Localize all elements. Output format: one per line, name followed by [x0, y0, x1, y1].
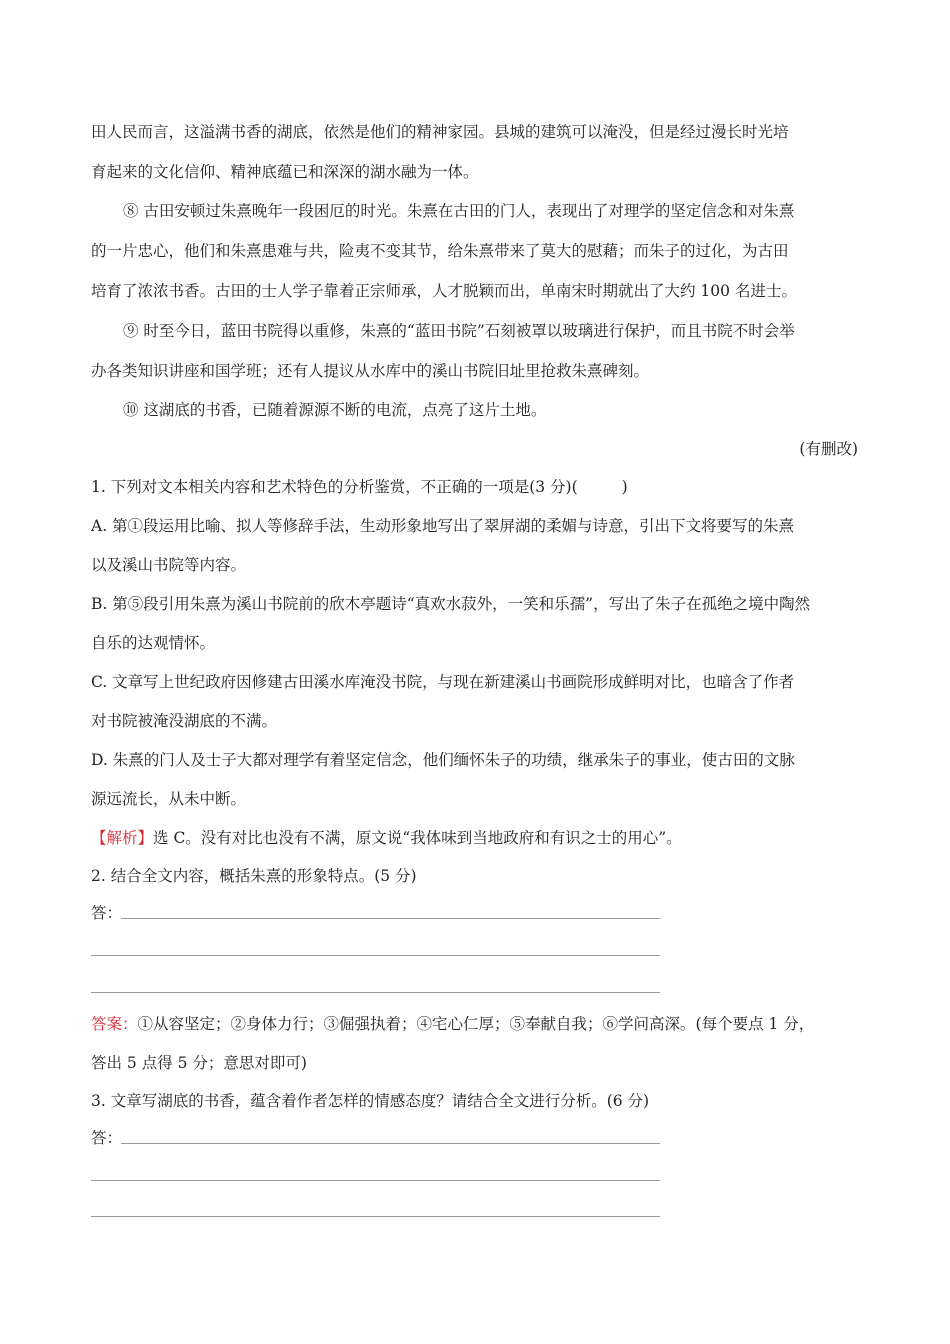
passage-paragraph-10: ⑩ 这湖底的书香，已随着源源不断的电流，点亮了这片土地。 [123, 401, 547, 419]
question-1-text: 1. 下列对文本相关内容和艺术特色的分析鉴赏，不正确的一项是(3 分)( [91, 478, 578, 496]
passage-paragraph-9: ⑨ 时至今日，蓝田书院得以重修，朱熹的“蓝田书院”石刻被罩以玻璃进行保护，而且书院不时会举 [123, 322, 795, 340]
question-2-answer-key [91, 1014, 814, 1034]
answer-line [121, 918, 660, 919]
passage-line: 育起来的文化信仰、精神底蕴已和深深的湖水融为一体。 [91, 163, 479, 181]
question-1-analysis [91, 828, 682, 848]
answer-line [91, 1180, 660, 1181]
analysis-text: 选 C。没有对比也没有不满，原文说“我体味到当地政府和有识之士的用心”。 [153, 829, 682, 847]
passage-paragraph-8: ⑧ 古田安顿过朱熹晚年一段困厄的时光。朱熹在古田的门人，表现出了对理学的坚定信念和对朱熹 [123, 202, 795, 220]
passage-line: 办各类知识讲座和国学班；还有人提议从水库中的溪山书院旧址里抢救朱熹碑刻。 [91, 362, 650, 380]
option-b-cont: 自乐的达观情怀。 [91, 634, 216, 652]
option-d-cont: 源远流长，从未中断。 [91, 790, 247, 808]
answer-key-text: ①从容坚定；②身体力行；③倔强执着；④宅心仁厚；⑤奉献自我；⑥学问高深。(每个要点 1 分， [137, 1015, 815, 1033]
answer-line [91, 1216, 660, 1217]
passage-line: 的一片忠心，他们和朱熹患难与共，险夷不变其节，给朱熹带来了莫大的慰藉；而朱子的过化，为古田 [91, 242, 789, 260]
passage-line: 田人民而言，这溢满书香的湖底，依然是他们的精神家园。县城的建筑可以淹没，但是经过漫长时光培 [91, 123, 789, 141]
analysis-tag: 【解析】 [91, 829, 154, 847]
passage-line: 培育了浓浓书香。古田的士人学子靠着正宗师承，人才脱颖而出，单南宋时期就出了大约 100 名进士。 [91, 282, 797, 300]
option-c: C. 文章写上世纪政府因修建古田溪水库淹没书院，与现在新建溪山书画院形成鲜明对比，也暗含了作者 [91, 673, 795, 691]
question-2-stem: 2. 结合全文内容，概括朱熹的形象特点。(5 分) [91, 867, 417, 885]
answer-line [91, 992, 660, 993]
question-1-paren-close: ) [621, 478, 628, 496]
answer-label: 答： [91, 1129, 123, 1147]
question-1-stem [91, 477, 628, 497]
option-a: A. 第①段运用比喻、拟人等修辞手法，生动形象地写出了翠屏湖的柔媚与诗意，引出下文将要写的朱熹 [91, 517, 795, 535]
answer-label: 答： [91, 904, 123, 922]
answer-key-cont: 答出 5 点得 5 分；意思对即可) [91, 1054, 307, 1072]
answer-line [121, 1143, 660, 1144]
option-d: D. 朱熹的门人及士子大都对理学有着坚定信念，他们缅怀朱子的功绩，继承朱子的事业，使古田的文脉 [91, 751, 795, 769]
answer-key-tag: 答案： [91, 1015, 138, 1033]
question-3-stem: 3. 文章写湖底的书香，蕴含着作者怎样的情感态度？请结合全文进行分析。(6 分) [91, 1092, 650, 1110]
answer-line [91, 955, 660, 956]
option-c-cont: 对书院被淹没湖底的不满。 [91, 712, 278, 730]
source-note: (有删改) [799, 440, 858, 458]
option-a-cont: 以及溪山书院等内容。 [91, 556, 247, 574]
option-b: B. 第⑤段引用朱熹为溪山书院前的欣木亭题诗“真欢水菽外，一笑和乐孺”，写出了朱子在孤绝之境中陶然 [91, 595, 811, 613]
